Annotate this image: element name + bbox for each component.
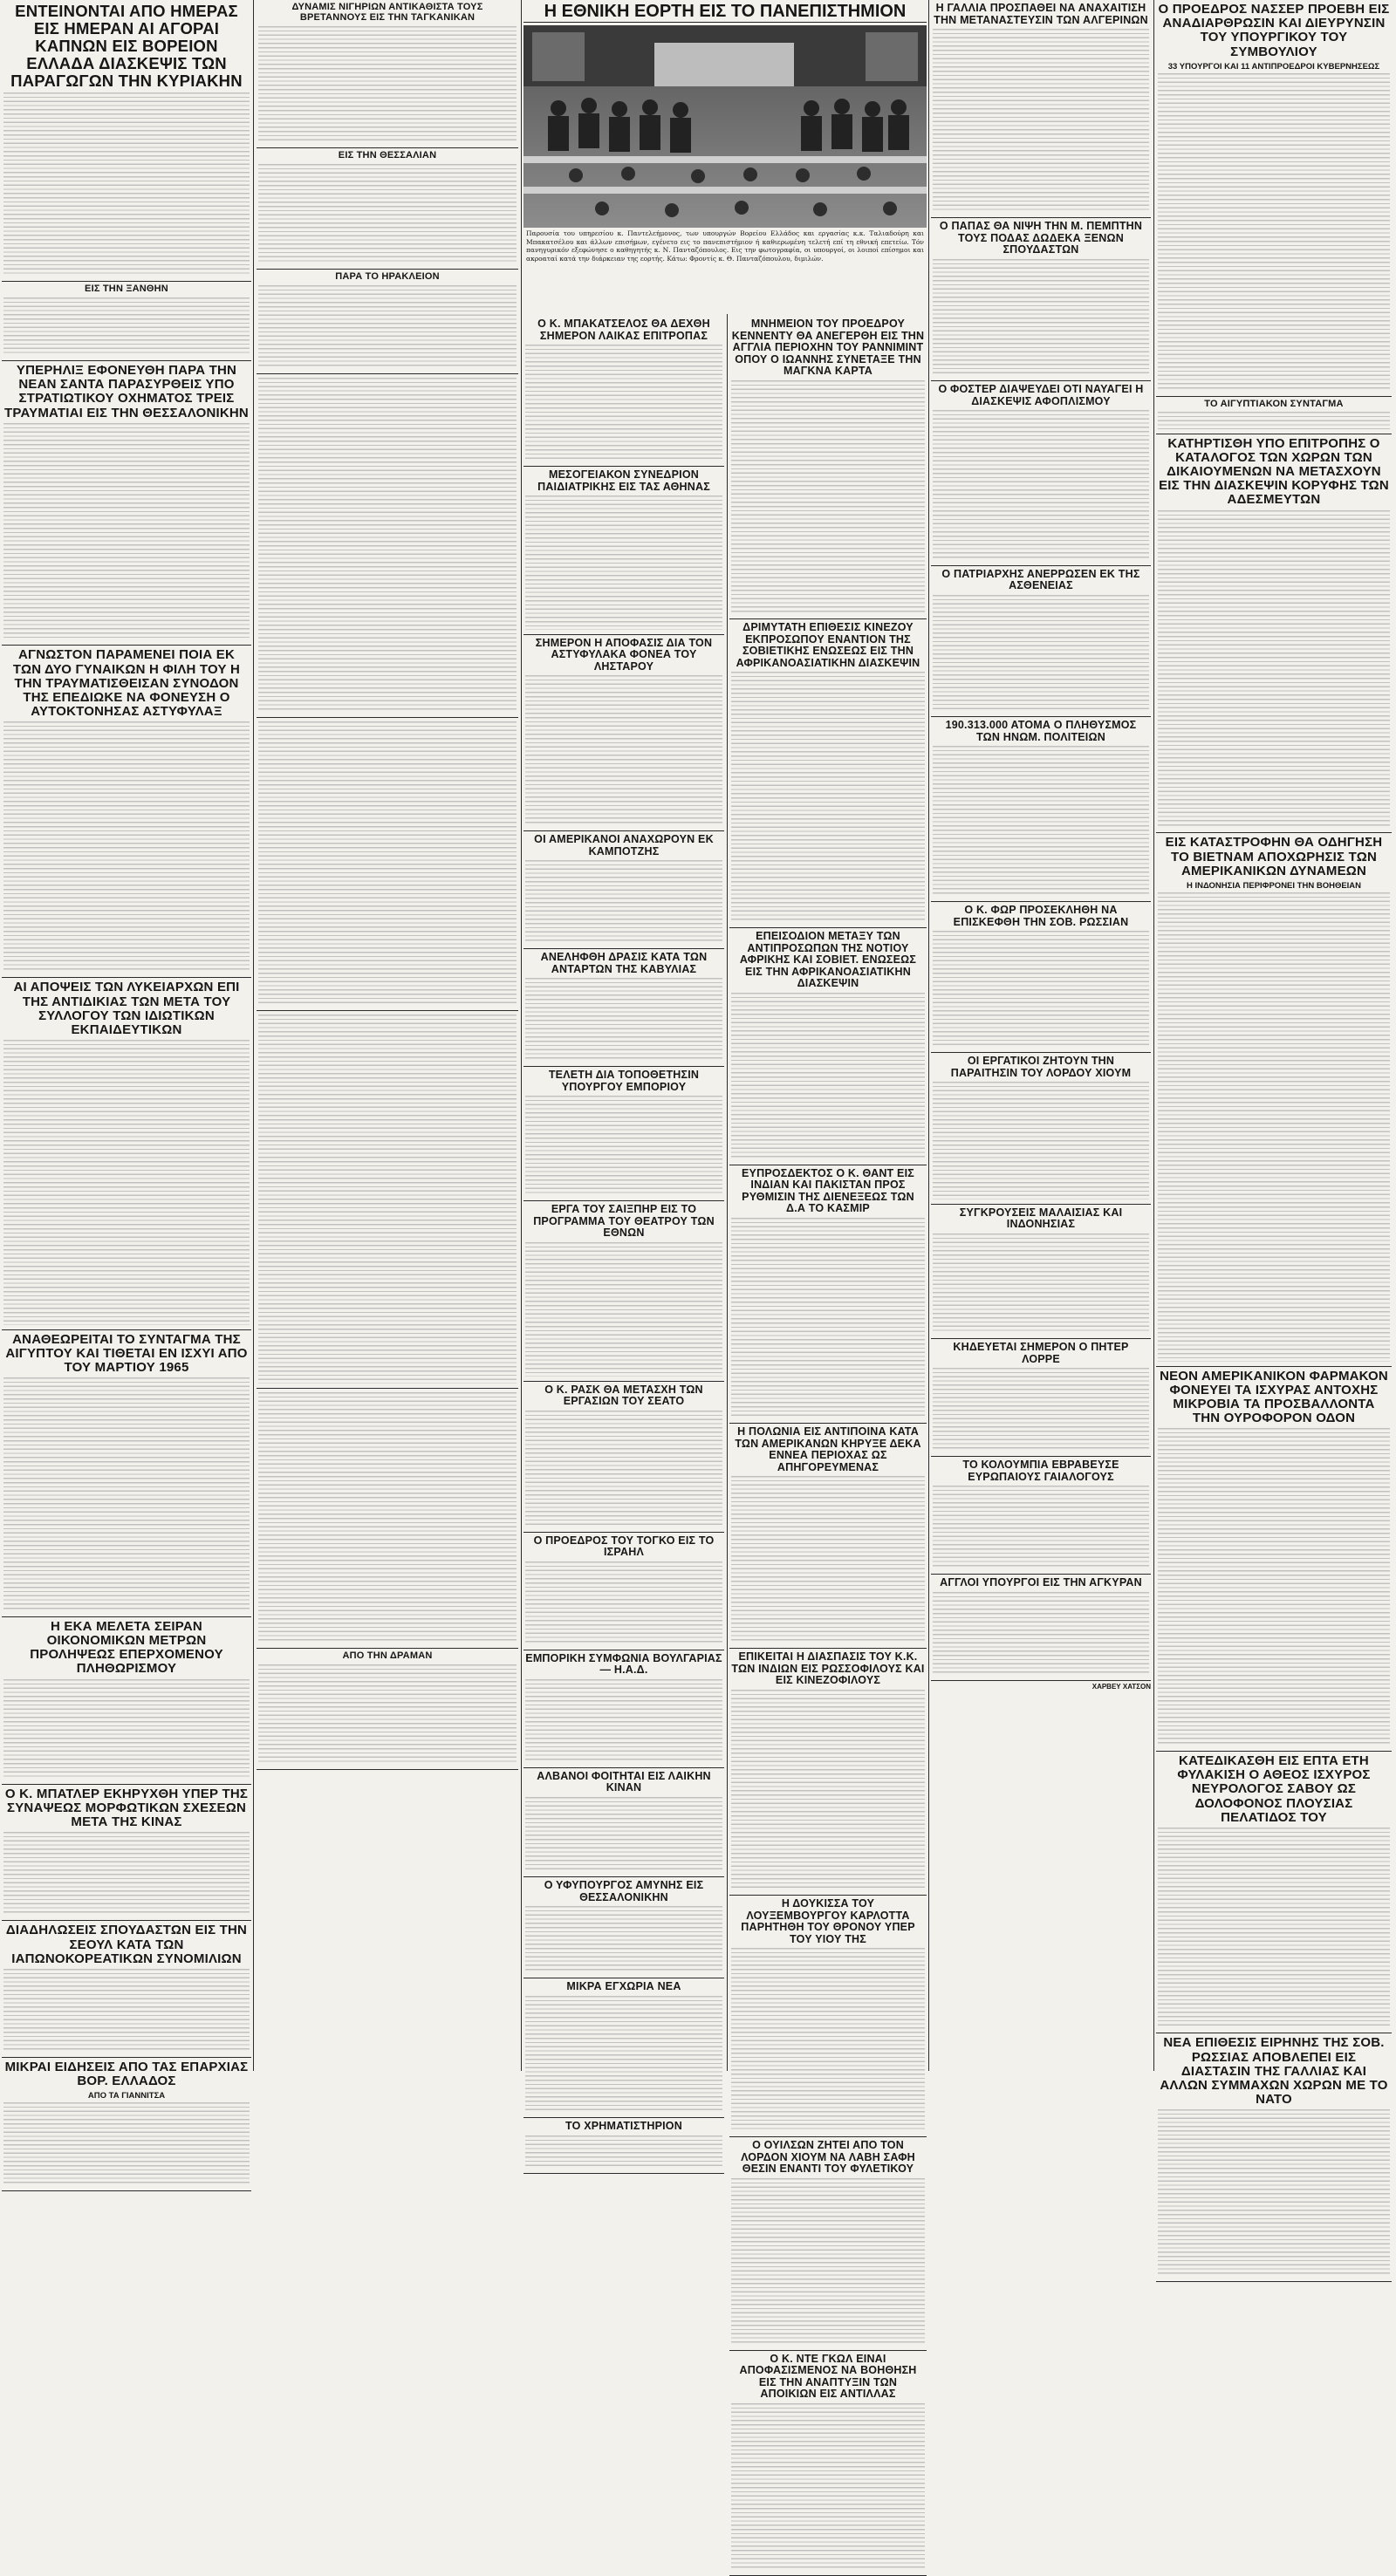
article-body-placeholder: [3, 1832, 250, 1916]
ceremony-photo: [524, 25, 927, 228]
article-body-placeholder: [933, 1592, 1149, 1676]
article-body-placeholder: [933, 746, 1149, 897]
article: [2, 1785, 251, 1922]
article-body-placeholder: [1158, 2109, 1390, 2277]
article: [2, 1330, 251, 1617]
article: [257, 718, 518, 1011]
article-body-placeholder: [933, 1486, 1149, 1569]
photo-headline: Η ΕΘΝΙΚΗ ΕΟΡΤΗ ΕΙΣ ΤΟ ΠΑΝΕΠΙΣΤΗΜΙΟΝ: [524, 2, 927, 23]
photo-caption: Παρουσία του υπηρεσίου κ. Παντελεήμονος, των υπουργών Βορείου Ελλάδος και εργασίας κ.κ. Ταλιαδούρη και Μπακατσέλου και άλλων επισήμων, εγένετο εις το πανεπιστήμιον ή καθιερωμένη τελετή επί τη εθνική επετείω. Τόν πανηγυρικόν εξεφώνησε ο καθηγητής κ. Ν. Πανταζόπουλος. Εις την φωτογραφία, οι υπουργοί, οι λοιποί επίσημοι και ακροαταί κατά την διάρκειαν της εορτής. Κάτω: Φροντίς κ. Θ. Πανταζόπουλου, διμιλών.: [526, 229, 924, 263]
article-headline: ΝΕΟΝ ΑΜΕΡΙΚΑΝΙΚΟΝ ΦΑΡΜΑΚΟΝ ΦΟΝΕΥΕΙ ΤΑ ΙΣΧΥΡΑΣ ΑΝΤΟΧΗΣ ΜΙΚΡΟΒΙΑ ΤΑ ΠΡΟΣΒΑΛΛΟΝΤΑ ΤΗΝ ΟΥΡΟΦΟΡΟΝ ΟΔΟΝ: [1160, 1368, 1388, 1426]
article: [931, 1205, 1151, 1339]
article: [729, 316, 927, 619]
article-headline: ΥΠΕΡΗΛΙΞ ΕΦΟΝΕΥΘΗ ΠΑΡΑ ΤΗΝ ΝΕΑΝ ΣΑΝΤΑ ΠΑΡΑΣΥΡΘΕΙΣ ΥΠΟ ΣΤΡΑΤΙΩΤΙΚΟΥ ΟΧΗΜΑΤΟΣ ΤΡΕΙΣ ΤΡΑΥΜΑΤΙΑΙ ΕΙΣ ΤΗΝ ΘΕΣΣΑΛΟΝΙΚΗΝ: [4, 363, 249, 420]
article: [2, 282, 251, 361]
article: [524, 1650, 724, 1768]
article-headline: ΕΡΓΑ ΤΟΥ ΣΑΙΞΠΗΡ ΕΙΣ ΤΟ ΠΡΟΓΡΑΜΜΑ ΤΟΥ ΘΕΑΤΡΟΥ ΤΩΝ ΕΘΝΩΝ: [533, 1203, 715, 1240]
article-headline: ΕΙΣ ΤΗΝ ΘΕΣΣΑΛΙΑΝ: [338, 150, 437, 161]
article: [2, 2058, 251, 2191]
article-headline: ΜΕΣΟΓΕΙΑΚΟΝ ΣΥΝΕΔΡΙΟΝ ΠΑΙΔΙΑΤΡΙΚΗΣ ΕΙΣ ΤΑΣ ΑΘΗΝΑΣ: [537, 468, 710, 493]
article-body-placeholder: [258, 1392, 517, 1643]
article-headline: Ο Κ. ΜΠΑΚΑΤΣΕΛΟΣ ΘΑ ΔΕΧΘΗ ΣΗΜΕΡΟΝ ΛΑΙΚΑΣ ΕΠΙΤΡΟΠΑΣ: [537, 318, 710, 342]
article-headline: ΑΝΑΘΕΩΡΕΙΤΑΙ ΤΟ ΣΥΝΤΑΓΜΑ ΤΗΣ ΑΙΓΥΠΤΟΥ ΚΑΙ ΤΙΘΕΤΑΙ ΕΝ ΙΣΧΥΙ ΑΠΟ ΤΟΥ ΜΑΡΤΙΟΥ 1965: [5, 1331, 248, 1375]
article-body-placeholder: [525, 1411, 722, 1527]
article: [729, 619, 927, 928]
article-headline: ΤΟ ΧΡΗΜΑΤΙΣΤΗΡΙΟΝ: [565, 2120, 682, 2133]
article-body-placeholder: [525, 345, 722, 461]
article-headline: Ο Κ. ΜΠΑΤΛΕΡ ΕΚΗΡΥΧΘΗ ΥΠΕΡ ΤΗΣ ΣΥΝΑΨΕΩΣ ΜΟΡΦΩΤΙΚΩΝ ΣΧΕΣΕΩΝ ΜΕΤΑ ΤΗΣ ΚΙΝΑΣ: [4, 1786, 249, 1830]
article-headline: Η ΕΚΑ ΜΕΛΕΤΑ ΣΕΙΡΑΝ ΟΙΚΟΝΟΜΙΚΩΝ ΜΕΤΡΩΝ ΠΡΟΛΗΨΕΩΣ ΕΠΕΡΧΟΜΕΝΟΥ ΠΛΗΘΩΡΙΣΜΟΥ: [30, 1618, 223, 1677]
article-body-placeholder: [525, 1679, 722, 1763]
article-headline: ΜΙΚΡΑΙ ΕΙΔΗΣΕΙΣ ΑΠΟ ΤΑΣ ΕΠΑΡΧΙΑΣ ΒΟΡ. ΕΛΛΑΔΟΣ: [4, 2059, 249, 2089]
article: [524, 1768, 724, 1877]
article: [524, 1382, 724, 1533]
article-headline: ΤΕΛΕΤΗ ΔΙΑ ΤΟΠΟΘΕΤΗΣΙΝ ΥΠΟΥΡΓΟΥ ΕΜΠΟΡΙΟΥ: [548, 1069, 700, 1093]
column-1: [2, 0, 251, 2101]
article: [257, 1011, 518, 1388]
article-body-placeholder: [1158, 412, 1390, 428]
article: [931, 1053, 1151, 1204]
article-body-placeholder: [525, 1242, 722, 1377]
photo-feature: [524, 0, 927, 314]
article-headline: ΣΗΜΕΡΟΝ Η ΑΠΟΦΑΣΙΣ ΔΙΑ ΤΟΝ ΑΣΤΥΦΥΛΑΚΑ ΦΟΝΕΑ ΤΟΥ ΛΗΣΤΑΡΟΥ: [535, 636, 713, 673]
column-2: [257, 0, 518, 2071]
article-body-placeholder: [3, 423, 250, 641]
article: [729, 2137, 927, 2351]
article-headline: ΤΟ ΑΙΓΥΠΤΙΑΚΟΝ ΣΥΝΤΑΓΜΑ: [1204, 398, 1344, 409]
article-headline: ΑΠΟ ΤΗΝ ΔΡΑΜΑΝ: [342, 1650, 433, 1661]
column-rule: [1153, 0, 1154, 2071]
article-headline: ΜΝΗΜΕΙΟΝ ΤΟΥ ΠΡΟΕΔΡΟΥ ΚΕΝΝΕΝΤΥ ΘΑ ΑΝΕΓΕΡΘΗ ΕΙΣ ΤΗΝ ΑΓΓΛΙΑ ΠΕΡΙΟΧΗΝ ΤΟΥ ΡΑΝΝΙΜΙΝΤ ΟΠΟΥ Ο ΙΩΑΝΝΗΣ ΣΥΝΕΤΑΞΕ ΤΗΝ ΜΑΓΚΝΑ ΚΑΡΤΑ: [731, 318, 925, 377]
article-body-placeholder: [525, 1996, 722, 2113]
article-body-placeholder: [933, 1082, 1149, 1199]
article-body-placeholder: [525, 1797, 722, 1872]
article-body-placeholder: [731, 672, 925, 923]
article-headline: Ο ΟΥΙΛΣΩΝ ΖΗΤΕΙ ΑΠΟ ΤΟΝ ΛΟΡΔΟΝ ΧΙΟΥΜ ΝΑ ΛΑΒΗ ΣΑΦΗ ΘΕΣΙΝ ΕΝΑΝΤΙ ΤΟΥ ΦΥΛΕΤΙΚΟΥ: [741, 2139, 915, 2176]
article: [931, 1575, 1151, 1681]
article-body-placeholder: [1158, 892, 1390, 1362]
column-5: [931, 0, 1151, 2071]
article-headline: Ο Κ. ΡΑΣΚ ΘΑ ΜΕΤΑΣΧΗ ΤΩΝ ΕΡΓΑΣΙΩΝ ΤΟΥ ΣΕΑΤΟ: [544, 1383, 703, 1408]
article-headline: Ο ΦΟΣΤΕΡ ΔΙΑΨΕΥΔΕΙ ΟΤΙ ΝΑΥΑΓΕΙ Η ΔΙΑΣΚΕΨΙΣ ΑΦΟΠΛΙΣΜΟΥ: [938, 383, 1144, 407]
article-body-placeholder: [933, 931, 1149, 1048]
article-headline: Ο ΠΡΟΕΔΡΟΣ ΝΑΣΣΕΡ ΠΡΟΕΒΗ ΕΙΣ ΑΝΑΔΙΑΡΘΡΩΣΙΝ ΚΑΙ ΔΙΕΥΡΥΝΣΙΝ ΤΟΥ ΥΠΟΥΡΓΙΚΟΥ ΤΟΥ ΣΥΜΒΟΥΛΙΟΥ: [1158, 2, 1390, 59]
article-body-placeholder: [525, 1561, 722, 1645]
article-body-placeholder: [1158, 1828, 1390, 2028]
article-body-placeholder: [731, 1948, 925, 2132]
article: [257, 1389, 518, 1649]
article: [1156, 1367, 1392, 1753]
article: [931, 717, 1151, 902]
article-body-placeholder: [525, 2135, 722, 2169]
article-headline: ΤΟ ΚΟΛΟΥΜΠΙΑ ΕΒΡΑΒΕΥΣΕ ΕΥΡΩΠΑΙΟΥΣ ΓΑΙΑΛΟΓΟΥΣ: [962, 1459, 1119, 1483]
article: [524, 949, 724, 1067]
article: [524, 1067, 724, 1201]
article-body-placeholder: [731, 1476, 925, 1643]
column-6: [1156, 0, 1392, 2108]
article: [931, 381, 1151, 566]
article-headline: Η ΔΟΥΚΙΣΣΑ ΤΟΥ ΛΟΥΞΕΜΒΟΥΡΓΟΥ ΚΑΡΛΟΤΤΑ ΠΑΡΗΤΗΘΗ ΤΟΥ ΘΡΟΝΟΥ ΥΠΕΡ ΤΟΥ ΥΙΟΥ ΤΗΣ: [741, 1897, 915, 1945]
column-4: [729, 316, 927, 2401]
column-rule: [928, 0, 929, 2071]
article-headline: ΔΡΙΜΥΤΑΤΗ ΕΠΙΘΕΣΙΣ ΚΙΝΕΖΟΥ ΕΚΠΡΟΣΩΠΟΥ ΕΝΑΝΤΙΟΝ ΤΗΣ ΣΟΒΙΕΤΙΚΗΣ ΕΝΩΣΕΩΣ ΕΙΣ ΤΗΝ ΑΦΡΙΚΑΝΟΑΣΙΑΤΙΚΗΝ ΔΙΑΣΚΕΨΙΝ: [736, 621, 920, 669]
article-body-placeholder: [258, 1664, 517, 1765]
article-headline: ΟΙ ΑΜΕΡΙΚΑΝΟΙ ΑΝΑΧΩΡΟΥΝ ΕΚ ΚΑΜΠΟΤΖΗΣ: [534, 833, 714, 858]
article: [524, 1201, 724, 1381]
article-body-placeholder: [3, 721, 250, 973]
article-headline: ΚΑΤΕΔΙΚΑΣΘΗ ΕΙΣ ΕΠΤΑ ΕΤΗ ΦΥΛΑΚΙΣΗ Ο ΑΘΕΟΣ ΙΣΧΥΡΟΣ ΝΕΥΡΟΛΟΓΟΣ ΣΑΒΟΥ ΩΣ ΔΟΛΟΦΟΝΟΣ ΠΛΟΥΣΙΑΣ ΠΕΛΑΤΙΔΟΣ ΤΟΥ: [1177, 1753, 1371, 1825]
article: [1156, 1752, 1392, 2033]
article-headline: 190.313.000 ΑΤΟΜΑ Ο ΠΛΗΘΥΣΜΟΣ ΤΩΝ ΗΝΩΜ. ΠΟΛΙΤΕΙΩΝ: [945, 719, 1137, 743]
article-headline: Η ΠΟΛΩΝΙΑ ΕΙΣ ΑΝΤΙΠΟΙΝΑ ΚΑΤΑ ΤΩΝ ΑΜΕΡΙΚΑΝΩΝ ΚΗΡΥΞΕ ΔΕΚΑ ΕΝΝΕΑ ΠΕΡΙΟΧΑΣ ΩΣ ΑΠΗΓΟΡΕΥΜΕΝΑΣ: [735, 1425, 921, 1473]
article: [931, 0, 1151, 218]
article-body-placeholder: [731, 2403, 925, 2571]
article: [2, 978, 251, 1329]
article-headline: ΕΥΠΡΟΣΔΕΚΤΟΣ Ο Κ. ΘΑΝΤ ΕΙΣ ΙΝΔΙΑΝ ΚΑΙ ΠΑΚΙΣΤΑΝ ΠΡΟΣ ΡΥΘΜΙΣΙΝ ΤΗΣ ΔΙΕΝΕΞΕΩΣ ΤΩΝ Δ.Α ΤΟ ΚΑΣΜΙΡ: [742, 1166, 914, 1215]
article-body-placeholder: [3, 2102, 250, 2186]
article: [257, 0, 518, 148]
article-headline: ΑΛΒΑΝΟΙ ΦΟΙΤΗΤΑΙ ΕΙΣ ΛΑΙΚΗΝ ΚΙΝΑΝ: [537, 1769, 711, 1794]
article: [931, 1457, 1151, 1575]
article-headline: ΚΗΔΕΥΕΤΑΙ ΣΗΜΕΡΟΝ Ο ΠΗΤΕΡ ΛΟΡΡΕ: [953, 1341, 1129, 1365]
article: [931, 1339, 1151, 1457]
article-headline: Η ΓΑΛΛΙΑ ΠΡΟΣΠΑΘΕΙ ΝΑ ΑΝΑΧΑΙΤΙΣΗ ΤΗΝ ΜΕΤΑΝΑΣΤΕΥΣΙΝ ΤΩΝ ΑΛΓΕΡΙΝΩΝ: [934, 2, 1148, 26]
article-headline: ΕΠΕΙΣΟΔΙΟΝ ΜΕΤΑΞΥ ΤΩΝ ΑΝΤΙΠΡΟΣΩΠΩΝ ΤΗΣ ΝΟΤΙΟΥ ΑΦΡΙΚΗΣ ΚΑΙ ΣΟΒΙΕΤ. ΕΝΩΣΕΩΣ ΕΙΣ ΤΗΝ ΑΦΡΙΚΑΝΟΑΣΙΑΤΙΚΗΝ ΔΙΑΣΚΕΨΙΝ: [739, 930, 917, 990]
article-headline: ΑΝΕΛΗΦΘΗ ΔΡΑΣΙΣ ΚΑΤΑ ΤΩΝ ΑΝΤΑΡΤΩΝ ΤΗΣ ΚΑΒΥΛΙΑΣ: [540, 951, 708, 975]
article-headline: Ο ΠΑΠΑΣ ΘΑ ΝΙΨΗ ΤΗΝ Μ. ΠΕΜΠΤΗΝ ΤΟΥΣ ΠΟΔΑΣ ΔΩΔΕΚΑ ΞΕΝΩΝ ΣΠΟΥΔΑΣΤΩΝ: [939, 220, 1143, 256]
article: [257, 270, 518, 374]
article: [1156, 0, 1392, 397]
article-headline: ΕΝΤΕΙΝΟΝΤΑΙ ΑΠΟ ΗΜΕΡΑΣ ΕΙΣ ΗΜΕΡΑΝ ΑΙ ΑΓΟΡΑΙ ΚΑΠΝΩΝ ΕΙΣ ΒΟΡΕΙΟΝ ΕΛΛΑΔΑ ΔΙΑΣΚΕΨΙΣ ΤΩΝ ΠΑΡΑΓΩΓΩΝ ΤΗΝ ΚΥΡΙΑΚΗΝ: [10, 2, 243, 90]
article-headline: ΟΙ ΕΡΓΑΤΙΚΟΙ ΖΗΤΟΥΝ ΤΗΝ ΠΑΡΑΙΤΗΣΙΝ ΤΟΥ ΛΟΡΔΟΥ ΧΙΟΥΜ: [950, 1055, 1132, 1079]
article-subhead: Η ΙΝΔΟΝΗΣΙΑ ΠΕΡΙΦΡΟΝΕΙ ΤΗΝ ΒΟΗΘΕΙΑΝ: [1186, 880, 1362, 891]
article: [257, 148, 518, 270]
article-body-placeholder: [731, 993, 925, 1160]
article-body-placeholder: [258, 164, 517, 264]
article: [1156, 2033, 1392, 2282]
article-headline: Ο ΥΦΥΠΟΥΡΓΟΣ ΑΜΥΝΗΣ ΕΙΣ ΘΕΣΣΑΛΟΝΙΚΗΝ: [544, 1879, 704, 1903]
article-body-placeholder: [731, 380, 925, 615]
article-headline: ΑΓΓΛΟΙ ΥΠΟΥΡΓΟΙ ΕΙΣ ΤΗΝ ΑΓΚΥΡΑΝ: [940, 1576, 1142, 1589]
column-3: [524, 316, 724, 2133]
article-headline: ΠΑΡΑ ΤΟ ΗΡΑΚΛΕΙΟΝ: [335, 271, 440, 283]
column-rule: [727, 314, 728, 2071]
article: [257, 374, 518, 718]
article-headline: ΔΙΑΔΗΛΩΣΕΙΣ ΣΠΟΥΔΑΣΤΩΝ ΕΙΣ ΤΗΝ ΣΕΟΥΛ ΚΑΤΑ ΤΩΝ ΙΑΠΩΝΟΚΟΡΕΑΤΙΚΩΝ ΣΥΝΟΜΙΛΙΩΝ: [5, 1923, 248, 1966]
column-rule: [253, 0, 254, 2071]
article-body-placeholder: [933, 410, 1149, 561]
article-body-placeholder: [3, 1377, 250, 1612]
article-body-placeholder: [258, 285, 517, 369]
article: [2, 1617, 251, 1785]
article: [931, 566, 1151, 717]
article: [2, 646, 251, 978]
article-body-placeholder: [525, 675, 722, 826]
article: [1156, 434, 1392, 834]
article-body-placeholder: [731, 1218, 925, 1418]
article: [2, 0, 251, 282]
article-subhead: 33 ΥΠΟΥΡΓΟΙ ΚΑΙ 11 ΑΝΤΙΠΡΟΕΔΡΟΙ ΚΥΒΕΡΝΗΣΕΩΣ: [1167, 61, 1380, 72]
article-headline: ΕΙΣ ΤΗΝ ΞΑΝΘΗΝ: [85, 284, 168, 295]
article: [524, 831, 724, 949]
article: [729, 928, 927, 1165]
article-headline: ΔΥΝΑΜΙΣ ΝΙΓΗΡΙΩΝ ΑΝΤΙΚΑΘΙΣΤΑ ΤΟΥΣ ΒΡΕΤΑΝΝΟΥΣ ΕΙΣ ΤΗΝ ΤΑΓΚΑΝΙΚΑΝ: [291, 2, 483, 23]
article-headline: Ο Κ. ΦΩΡ ΠΡΟΣΕΚΛΗΘΗ ΝΑ ΕΠΙΣΚΕΦΘΗ ΤΗΝ ΣΟΒ. ΡΩΣΣΙΑΝ: [953, 904, 1129, 928]
article-headline: ΕΜΠΟΡΙΚΗ ΣΥΜΦΩΝΙΑ ΒΟΥΛΓΑΡΙΑΣ — Η.Α.Δ.: [525, 1651, 722, 1677]
article-body-placeholder: [258, 1015, 517, 1383]
article-subhead: ΑΠΟ ΤΑ ΓΙΑΝΝΙΤΣΑ: [87, 2091, 166, 2101]
article-headline: ΚΑΤΗΡΤΙΣΘΗ ΥΠΟ ΕΠΙΤΡΟΠΗΣ Ο ΚΑΤΑΛΟΓΟΣ ΤΩΝ ΧΩΡΩΝ ΤΩΝ ΔΙΚΑΙΟΥΜΕΝΩΝ ΝΑ ΜΕΤΑΣΧΟΥΝ ΕΙΣ ΤΗΝ ΔΙΑΣΚΕΨΙΝ ΚΟΡΥΦΗΣ ΤΩΝ ΑΔΕΣΜΕΥΤΩΝ: [1159, 435, 1389, 508]
article-body-placeholder: [258, 26, 517, 143]
article-body-placeholder: [731, 2178, 925, 2346]
article-body-placeholder: [933, 1233, 1149, 1334]
article-headline: Ο Κ. ΝΤΕ ΓΚΩΛ ΕΙΝΑΙ ΑΠΟΦΑΣΙΣΜΕΝΟΣ ΝΑ ΒΟΗΘΗΣΗ ΕΙΣ ΤΗΝ ΑΝΑΠΤΥΞΙΝ ΤΩΝ ΑΠΟΙΚΙΩΝ ΕΙΣ ΑΝΤΙΛΛΑΣ: [739, 2352, 917, 2401]
article-body-placeholder: [3, 1679, 250, 1780]
article-body-placeholder: [3, 297, 250, 356]
article: [524, 1533, 724, 1650]
column-rule: [521, 0, 522, 2071]
article: [524, 1877, 724, 1978]
article-headline: ΝΕΑ ΕΠΙΘΕΣΙΣ ΕΙΡΗΝΗΣ ΤΗΣ ΣΟΒ. ΡΩΣΣΙΑΣ ΑΠΟΒΛΕΠΕΙ ΕΙΣ ΔΙΑΣΤΑΣΙΝ ΤΗΣ ΓΑΛΛΙΑΣ ΚΑΙ ΑΛΛΩΝ ΣΥΜΜΑΧΩΝ ΧΩΡΩΝ ΜΕ ΤΟ ΝΑΤΟ: [1160, 2035, 1388, 2108]
article-body-placeholder: [933, 259, 1149, 376]
article-headline: ΑΙ ΑΠΟΨΕΙΣ ΤΩΝ ΛΥΚΕΙΑΡΧΩΝ ΕΠΙ ΤΗΣ ΑΝΤΙΔΙΚΙΑΣ ΤΩΝ ΜΕΤΑ ΤΟΥ ΣΥΛΛΟΓΟΥ ΤΩΝ ΙΔΙΩΤΙΚΩΝ ΕΚΠΑΙΔΕΥΤΙΚΩΝ: [13, 980, 240, 1037]
article: [257, 1649, 518, 1770]
article-headline: Ο ΠΡΟΕΔΡΟΣ ΤΟΥ ΤΟΓΚΟ ΕΙΣ ΤΟ ΙΣΡΑΗΛ: [533, 1534, 715, 1559]
article: [729, 1896, 927, 2137]
article-headline: ΕΙΣ ΚΑΤΑΣΤΡΟΦΗΝ ΘΑ ΟΔΗΓΗΣΗ ΤΟ ΒΙΕΤΝΑΜ ΑΠΟΧΩΡΗΣΙΣ ΤΩΝ ΑΜΕΡΙΚΑΝΙΚΩΝ ΔΥΝΑΜΕΩΝ: [1165, 835, 1383, 878]
article-body-placeholder: [933, 595, 1149, 712]
article-body-placeholder: [525, 860, 722, 944]
article: [931, 218, 1151, 381]
article: [729, 1424, 927, 1649]
article: [524, 1978, 724, 2118]
article: [1156, 833, 1392, 1366]
article-body-placeholder: [258, 721, 517, 1006]
article-body-placeholder: [3, 1040, 250, 1324]
article-body-placeholder: [525, 495, 722, 630]
article: [931, 902, 1151, 1053]
article: [729, 2351, 927, 2576]
article-body-placeholder: [525, 1906, 722, 1973]
article: [524, 2118, 724, 2174]
article-headline: ΑΓΝΩΣΤΟΝ ΠΑΡΑΜΕΝΕΙ ΠΟΙΑ ΕΚ ΤΩΝ ΔΥΟ ΓΥΝΑΙΚΩΝ Η ΦΙΛΗ ΤΟΥ Η ΤΗΝ ΤΡΑΥΜΑΤΙΣΘΕΙΣΑΝ ΣΥΝΟΔΟΝ ΤΗΣ ΕΠΕΔΙΩΚΕ ΝΑ ΦΟΝΕΥΣΗ Ο ΑΥΤΟΚΤΟΝΗΣΑΣ ΑΣΤΥΦΥΛΑΞ: [12, 647, 241, 720]
article: [524, 316, 724, 467]
article: [524, 467, 724, 635]
article-body-placeholder: [731, 1690, 925, 1890]
article: [524, 635, 724, 831]
article-body-placeholder: [933, 29, 1149, 213]
article-body-placeholder: [525, 978, 722, 1062]
article-body-placeholder: [1158, 510, 1390, 829]
article-body-placeholder: [1158, 1428, 1390, 1746]
article-body-placeholder: [3, 1969, 250, 2053]
article: [1156, 397, 1392, 434]
article: [2, 1921, 251, 2058]
article-headline: ΜΙΚΡΑ ΕΓΧΩΡΙΑ ΝΕΑ: [566, 1980, 681, 1993]
article-body-placeholder: [933, 1368, 1149, 1452]
article-body-placeholder: [1158, 73, 1390, 392]
article-body-placeholder: [525, 1096, 722, 1196]
article: [2, 361, 251, 646]
article-body-placeholder: [3, 92, 250, 277]
article-body-placeholder: [258, 378, 517, 713]
article-headline: Ο ΠΑΤΡΙΑΡΧΗΣ ΑΝΕΡΡΩΣΕΝ ΕΚ ΤΗΣ ΑΣΘΕΝΕΙΑΣ: [941, 567, 1140, 592]
article-headline: ΕΠΙΚΕΙΤΑΙ Η ΔΙΑΣΠΑΣΙΣ ΤΟΥ Κ.Κ. ΤΩΝ ΙΝΔΙΩΝ ΕΙΣ ΡΩΣΣΟΦΙΛΟΥΣ ΚΑΙ ΕΙΣ ΚΙΝΕΖΟΦΙΛΟΥΣ: [731, 1650, 925, 1687]
byline: ΧΑΡΒΕΥ ΧΑΤΣΟΝ: [1091, 1682, 1151, 1691]
article: [729, 1649, 927, 1896]
article-headline: ΣΥΓΚΡΟΥΣΕΙΣ ΜΑΛΑΙΣΙΑΣ ΚΑΙ ΙΝΔΟΝΗΣΙΑΣ: [959, 1206, 1123, 1231]
article: [729, 1165, 927, 1424]
